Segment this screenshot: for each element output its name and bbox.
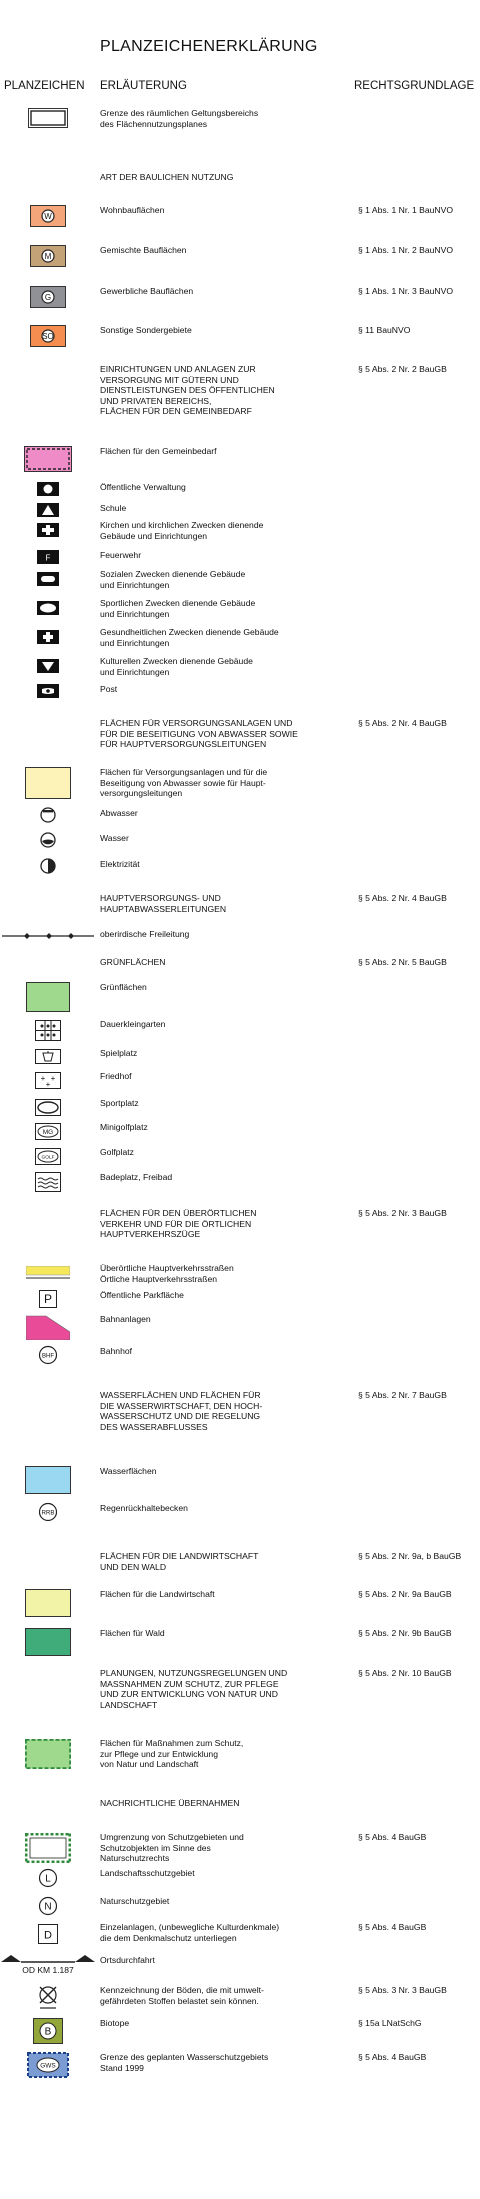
svg-text:P: P: [43, 1292, 53, 1306]
strasse-icon: [0, 1263, 96, 1283]
entry-label-wald: Flächen für Wald: [100, 1628, 165, 1638]
entry-label-boeden: Kennzeichnung der Böden, die mit umwelt- gefährdeten Stoffen belastet sein können.: [100, 1985, 264, 2006]
freileitung-icon: [0, 929, 96, 943]
svg-text:MG: MG: [42, 1128, 54, 1136]
entry-label-einzelanlagen: Einzelanlagen, (unbewegliche Kulturdenkmale) die dem Denkmalschutz unterliegen: [100, 1922, 280, 1943]
entry-label-sonder: Sonstige Sondergebiete: [100, 325, 192, 335]
bahn-icon: [0, 1314, 96, 1340]
legal-basis-wohnbau: § 1 Abs. 1 Nr. 1 BauNVO: [358, 205, 454, 215]
gemeinbedarf-icon: [0, 446, 96, 472]
section-heading-sec-natur: PLANUNGEN, NUTZUNGSREGELUNGEN UND MASSNAHMEN ZUM SCHUTZ, ZUR PFLEGE UND ZUR ENTWICKLUNG VON NATUR UND LANDSCHAFT: [100, 1668, 288, 1710]
biotop-icon: [0, 2018, 96, 2044]
svg-text:+: +: [40, 1073, 46, 1083]
minigolf-icon: [0, 1122, 96, 1140]
so-icon: [0, 325, 96, 347]
post-icon: [0, 684, 96, 698]
entry-label-friedhof: Friedhof: [100, 1071, 132, 1081]
legal-basis-gewerbe: § 1 Abs. 1 Nr. 3 BauNVO: [358, 286, 454, 296]
golf-icon: [0, 1147, 96, 1165]
section-heading-sec-nachrichtlich: NACHRICHTLICHE ÜBERNAHMEN: [100, 1798, 240, 1808]
entry-label-spielplatz: Spielplatz: [100, 1048, 138, 1058]
svg-text:+: +: [45, 1079, 51, 1089]
entry-label-badeplatz: Badeplatz, Freibad: [100, 1172, 173, 1182]
sport-icon: [0, 598, 96, 618]
entry-label-naturschutz: Naturschutzgebiet: [100, 1896, 170, 1906]
entry-label-gemischt: Gemischte Bauflächen: [100, 245, 187, 255]
entry-label-gemeinbedarf: Flächen für den Gemeinbedarf: [100, 446, 217, 456]
entry-label-minigolf: Minigolfplatz: [100, 1122, 148, 1132]
svg-text:SO: SO: [42, 332, 54, 341]
entry-label-gewerbe: Gewerbliche Bauflächen: [100, 286, 194, 296]
rrb-icon: [0, 1503, 96, 1521]
friedhof-icon: [0, 1071, 96, 1089]
od-icon: [0, 1955, 96, 1975]
entry-label-parkflaeche: Öffentliche Parkfläche: [100, 1290, 184, 1300]
entry-label-abwasser: Abwasser: [100, 808, 138, 818]
section-heading-sec-wasser: WASSERFLÄCHEN UND FLÄCHEN FÜR DIE WASSERWIRTSCHAFT, DEN HOCH- WASSERSCHUTZ UND DIE REGELUNG DES WASSERABFLUSSES: [100, 1390, 263, 1432]
entry-label-elektrizitaet: Elektrizität: [100, 859, 140, 869]
section-heading-sec-versorgung: FLÄCHEN FÜR VERSORGUNGSANLAGEN UND FÜR DIE BESEITIGUNG VON ABWASSER SOWIE FÜR HAUPTVERSORGUNGSLEITUNGEN: [100, 718, 298, 749]
svg-text:+: +: [50, 1073, 56, 1083]
entry-label-feuerwehr: Feuerwehr: [100, 550, 142, 560]
g-icon: [0, 286, 96, 308]
legal-basis-sec-wasser: § 5 Abs. 2 Nr. 7 BauGB: [358, 1390, 447, 1400]
svg-text:M: M: [44, 252, 52, 261]
bahnhof-icon: [0, 1346, 96, 1364]
boundary-icon: [0, 108, 96, 128]
spielplatz-icon: [0, 1048, 96, 1064]
entry-label-freileitung: oberirdische Freileitung: [100, 929, 190, 939]
entry-label-sozial: Sozialen Zwecken dienende Gebäude und Einrichtungen: [100, 569, 246, 590]
legal-basis-sec-natur: § 5 Abs. 2 Nr. 10 BauGB: [358, 1668, 452, 1678]
page-title: PLANZEICHENERKLÄRUNG: [100, 38, 318, 55]
header-explanation: ERLÄUTERUNG: [100, 80, 187, 92]
schutzgebiet-icon: [0, 1832, 96, 1864]
entry-label-kultur: Kulturellen Zwecken dienende Gebäude und Einrichtungen: [100, 656, 253, 677]
svg-text:D: D: [44, 1929, 52, 1942]
sportplatz-icon: [0, 1098, 96, 1116]
verwaltung-icon: [0, 482, 96, 496]
svg-text:GWS: GWS: [40, 2062, 56, 2070]
massnahmen-icon: [0, 1738, 96, 1770]
d-icon: [0, 1922, 96, 1946]
schule-icon: [0, 503, 96, 517]
entry-label-wohnbau: Wohnbauflächen: [100, 205, 165, 215]
sozial-icon: [0, 569, 96, 589]
entry-label-wasser: Wasser: [100, 833, 129, 843]
legal-basis-landwirtschaft: § 5 Abs. 2 Nr. 9a BauGB: [358, 1589, 452, 1599]
versorgung-icon: [0, 767, 96, 799]
entry-label-verwaltung: Öffentliche Verwaltung: [100, 482, 186, 492]
legal-basis-sec-gemeinbedarf: § 5 Abs. 2 Nr. 2 BauGB: [358, 364, 447, 374]
entry-label-bahnhof: Bahnhof: [100, 1346, 133, 1356]
entry-label-regenrueck: Regenrückhaltebecken: [100, 1503, 188, 1513]
section-heading-sec-gemeinbedarf: EINRICHTUNGEN UND ANLAGEN ZUR VERSORGUNG MIT GÜTERN UND DIENSTLEISTUNGEN DES ÖFFENTLICHEN UND PRIVATEN BEREICHS, FLÄCHEN FÜR DEN GEMEINBEDARF: [100, 364, 275, 416]
legal-basis-wasserschutz: § 5 Abs. 4 BauGB: [358, 2052, 427, 2062]
kirche-icon: [0, 520, 96, 540]
section-heading-sec-bauliche-nutzung: ART DER BAULICHEN NUTZUNG: [100, 172, 234, 182]
elektrizitaet-icon: [0, 859, 96, 873]
entry-label-landwirtschaft: Flächen für die Landwirtschaft: [100, 1589, 215, 1599]
legal-basis-sec-gruen: § 5 Abs. 2 Nr. 5 BauGB: [358, 957, 447, 967]
section-heading-sec-hauptversorgung: HAUPTVERSORGUNGS- UND HAUPTABWASSERLEITUNGEN: [100, 893, 227, 914]
entry-label-post: Post: [100, 684, 118, 694]
kultur-icon: [0, 656, 96, 676]
gws-icon: [0, 2052, 96, 2078]
wasserflaeche-icon: [0, 1466, 96, 1494]
legal-basis-einzelanlagen: § 5 Abs. 4 BauGB: [358, 1922, 427, 1932]
section-heading-sec-gruen: GRÜNFLÄCHEN: [100, 957, 166, 967]
entry-label-versorgungsflaeche: Flächen für Versorgungsanlagen und für die Beseitigung von Abwasser sowie für Haupt- versorgungsleitungen: [100, 767, 268, 798]
svg-text:L: L: [45, 1873, 51, 1885]
legal-basis-boeden: § 5 Abs. 3 Nr. 3 BauGB: [358, 1985, 447, 1995]
entry-label-biotope: Biotope: [100, 2018, 130, 2028]
abwasser-icon: [0, 808, 96, 822]
svg-text:N: N: [44, 1901, 52, 1913]
feuerwehr-icon: [0, 550, 96, 564]
l-icon: [0, 1868, 96, 1888]
section-heading-sec-verkehr: FLÄCHEN FÜR DEN ÜBERÖRTLICHEN VERKEHR UND FÜR DIE ÖRTLICHEN HAUPTVERKEHRSZÜGE: [100, 1208, 257, 1239]
bade-icon: [0, 1172, 96, 1192]
legal-basis-sec-landwirtschaft: § 5 Abs. 2 Nr. 9a, b BauGB: [358, 1551, 462, 1561]
wald-icon: [0, 1628, 96, 1656]
header-symbol: PLANZEICHEN: [4, 80, 85, 92]
section-heading-sec-landwirtschaft: FLÄCHEN FÜR DIE LANDWIRTSCHAFT UND DEN WALD: [100, 1551, 259, 1572]
landwirtschaft-icon: [0, 1589, 96, 1617]
svg-text:F: F: [45, 553, 51, 563]
entry-label-schutzgebiete: Umgrenzung von Schutzgebieten und Schutzobjekten im Sinne des Naturschutzrechts: [100, 1832, 244, 1863]
entry-label-kirche: Kirchen und kirchlichen Zwecken dienende Gebäude und Einrichtungen: [100, 520, 264, 541]
entry-label-hauptverkehr: Überörtliche Hauptverkehrsstraßen Örtliche Hauptverkehrsstraßen: [100, 1263, 234, 1284]
legal-basis-schutzgebiete: § 5 Abs. 4 BauGB: [358, 1832, 427, 1842]
entry-label-golfplatz: Golfplatz: [100, 1147, 134, 1157]
n-icon: [0, 1896, 96, 1916]
svg-text:G: G: [44, 293, 52, 302]
entry-label-dauerklein: Dauerkleingarten: [100, 1019, 166, 1029]
w-icon: [0, 205, 96, 227]
entry-label-bahnanlagen: Bahnanlagen: [100, 1314, 151, 1324]
entry-label-gruenanlagen: Grünflächen: [100, 982, 147, 992]
entry-label-wasserschutz: Grenze des geplanten Wasserschutzgebiets Stand 1999: [100, 2052, 269, 2073]
svg-text:BHF: BHF: [42, 1353, 54, 1360]
gruen-icon: [0, 982, 96, 1012]
wasser-icon: [0, 833, 96, 847]
legal-basis-gemischt: § 1 Abs. 1 Nr. 2 BauNVO: [358, 245, 454, 255]
entry-label-landschaftsschutz: Landschaftsschutzgebiet: [100, 1868, 195, 1878]
entry-label-sportplatz: Sportplatz: [100, 1098, 139, 1108]
svg-text:W: W: [44, 212, 52, 221]
legal-basis-biotope: § 15a LNatSchG: [358, 2018, 422, 2028]
legal-basis-sec-hauptversorgung: § 5 Abs. 2 Nr. 4 BauGB: [358, 893, 447, 903]
entry-label-schule: Schule: [100, 503, 127, 513]
gesundheit-icon: [0, 627, 96, 647]
svg-text:GOLF: GOLF: [41, 1155, 55, 1160]
m-icon: [0, 245, 96, 267]
legal-basis-sec-verkehr: § 5 Abs. 2 Nr. 3 BauGB: [358, 1208, 447, 1218]
entry-label-sport: Sportlichen Zwecken dienende Gebäude und Einrichtungen: [100, 598, 256, 619]
entry-label-geltungsbereich: Grenze des räumlichen Geltungsbereichs des Flächennutzungsplanes: [100, 108, 259, 129]
entry-label-wasserflaechen: Wasserflächen: [100, 1466, 157, 1476]
entry-label-gesundheit: Gesundheitlichen Zwecken dienende Gebäude und Einrichtungen: [100, 627, 279, 648]
entry-label-massnahmen: Flächen für Maßnahmen zum Schutz, zur Pflege und zur Entwicklung von Natur und Landschaft: [100, 1738, 244, 1769]
boden-icon: [0, 1985, 96, 2011]
svg-text:RRB: RRB: [41, 1510, 55, 1517]
svg-text:OD KM 1.187: OD KM 1.187: [22, 1965, 74, 1975]
kleingarten-icon: [0, 1019, 96, 1041]
legal-basis-wald: § 5 Abs. 2 Nr. 9b BauGB: [358, 1628, 452, 1638]
header-legal: RECHTSGRUNDLAGE: [354, 80, 475, 92]
entry-label-ortsdurchfahrt: Ortsdurchfahrt: [100, 1955, 155, 1965]
legal-basis-sec-versorgung: § 5 Abs. 2 Nr. 4 BauGB: [358, 718, 447, 728]
legal-basis-sonder: § 11 BauNVO: [358, 325, 411, 335]
svg-text:B: B: [44, 2026, 52, 2038]
park-icon: [0, 1290, 96, 1308]
